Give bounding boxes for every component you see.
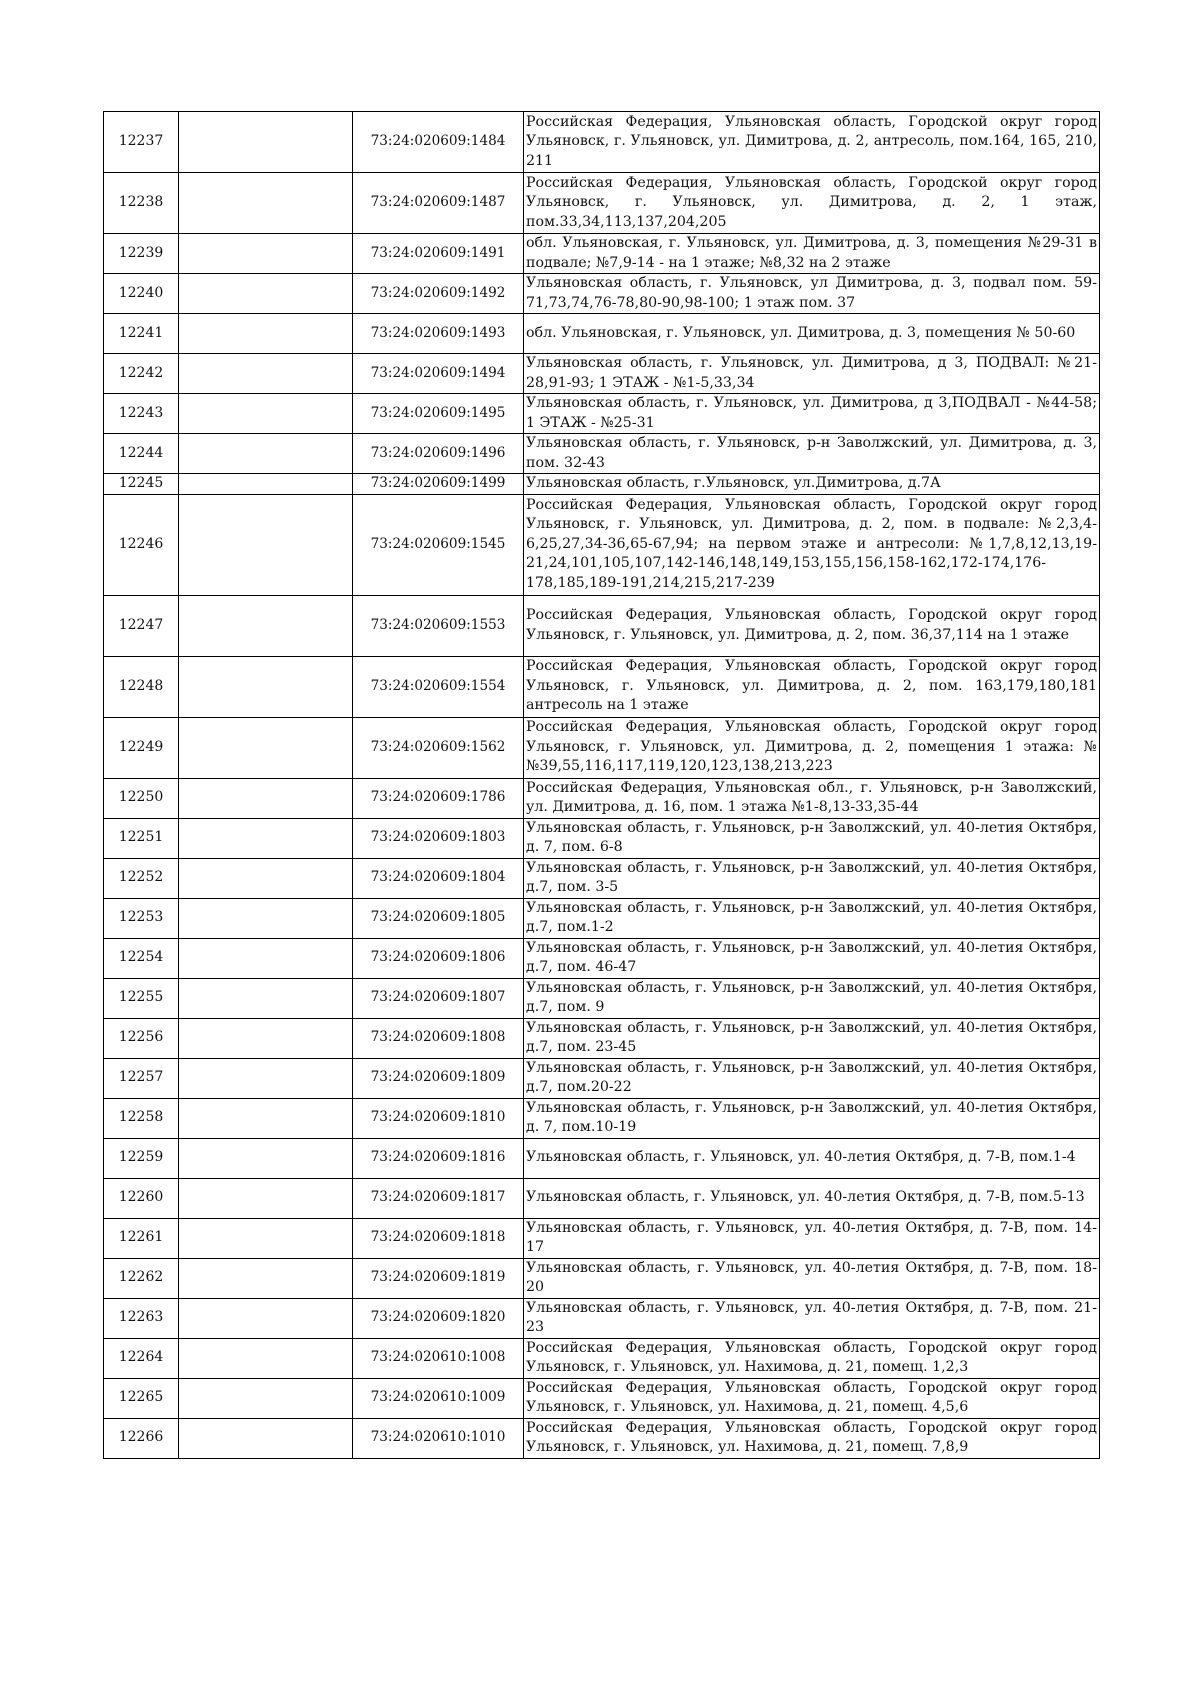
- empty-cell: [179, 898, 353, 938]
- cadastral-number-cell: 73:24:020609:1820: [353, 1298, 524, 1338]
- address-cell: Российская Федерация, Ульяновская область, Городской округ город Ульяновск, г. Ульяновск, ул. Димитрова, д. 2, помещения 1 этажа: №№39,55,116,117,119,120,123,138,213,223: [524, 717, 1100, 778]
- cadastral-number-cell: 73:24:020609:1496: [353, 434, 524, 474]
- empty-cell: [179, 1058, 353, 1098]
- row-number-cell: 12248: [104, 656, 179, 717]
- cadastral-number-cell: 73:24:020609:1819: [353, 1258, 524, 1298]
- cadastral-number-cell: 73:24:020609:1810: [353, 1098, 524, 1138]
- address-cell: Российская Федерация, Ульяновская область, Городской округ город Ульяновск, г. Ульяновск, ул. Димитрова, д. 2, пом. 163,179,180,181 антресоль на 1 этаже: [524, 656, 1100, 717]
- cadastral-number-cell: 73:24:020609:1545: [353, 494, 524, 595]
- empty-cell: [179, 978, 353, 1018]
- empty-cell: [179, 112, 353, 173]
- row-number-cell: 12257: [104, 1058, 179, 1098]
- cadastral-number-cell: 73:24:020609:1803: [353, 818, 524, 858]
- table-row: [104, 778, 1100, 818]
- row-number-cell: 12265: [104, 1378, 179, 1418]
- row-number-cell: 12259: [104, 1138, 179, 1178]
- table-row: [104, 1218, 1100, 1258]
- row-number-cell: 12263: [104, 1298, 179, 1338]
- empty-cell: [179, 394, 353, 434]
- row-number-cell: 12242: [104, 354, 179, 394]
- address-cell: Ульяновская область, г. Ульяновск, р-н Заволжский, ул. 40-летия Октября, д.7, пом.20-22: [524, 1058, 1100, 1098]
- empty-cell: [179, 656, 353, 717]
- row-number-cell: 12255: [104, 978, 179, 1018]
- row-number-cell: 12264: [104, 1338, 179, 1378]
- cadastral-number-cell: 73:24:020610:1009: [353, 1378, 524, 1418]
- table-row: [104, 314, 1100, 354]
- empty-cell: [179, 1218, 353, 1258]
- empty-cell: [179, 595, 353, 656]
- address-cell: Ульяновская область, г. Ульяновск, ул. 40-летия Октября, д. 7-В, пом. 14-17: [524, 1218, 1100, 1258]
- cadastral-number-cell: 73:24:020609:1818: [353, 1218, 524, 1258]
- address-cell: Ульяновская область, г. Ульяновск, р-н Заволжский, ул. 40-летия Октября, д.7, пом.1-2: [524, 898, 1100, 938]
- address-cell: Российская Федерация, Ульяновская область, Городской округ город Ульяновск, г. Ульяновск, ул. Димитрова, д. 2, антресоль, пом.164, 165, 210, 211: [524, 112, 1100, 173]
- cadastral-number-cell: 73:24:020609:1553: [353, 595, 524, 656]
- table-row: [104, 978, 1100, 1018]
- address-cell: Ульяновская область, г. Ульяновск, р-н Заволжский, ул. 40-летия Октября, д.7, пом. 23-45: [524, 1018, 1100, 1058]
- row-number-cell: 12237: [104, 112, 179, 173]
- row-number-cell: 12247: [104, 595, 179, 656]
- cadastral-number-cell: 73:24:020609:1554: [353, 656, 524, 717]
- table-row: [104, 656, 1100, 717]
- empty-cell: [179, 434, 353, 474]
- cadastral-number-cell: 73:24:020609:1499: [353, 474, 524, 495]
- empty-cell: [179, 1338, 353, 1378]
- address-cell: Российская Федерация, Ульяновская область, Городской округ город Ульяновск, г. Ульяновск, ул. Нахимова, д. 21, помещ. 1,2,3: [524, 1338, 1100, 1378]
- table-row: [104, 938, 1100, 978]
- address-cell: Ульяновская область, г. Ульяновск, ул. 40-летия Октября, д. 7-В, пом.1-4: [524, 1138, 1100, 1178]
- row-number-cell: 12239: [104, 234, 179, 274]
- table-row: [104, 898, 1100, 938]
- row-number-cell: 12261: [104, 1218, 179, 1258]
- empty-cell: [179, 1378, 353, 1418]
- table-row: [104, 234, 1100, 274]
- cadastral-number-cell: 73:24:020609:1495: [353, 394, 524, 434]
- address-cell: Ульяновская область, г. Ульяновск, ул Димитрова, д. 3, подвал пом. 59-71,73,74,76-78,80-90,98-100; 1 этаж пом. 37: [524, 274, 1100, 314]
- row-number-cell: 12241: [104, 314, 179, 354]
- table-row: [104, 1058, 1100, 1098]
- empty-cell: [179, 1138, 353, 1178]
- cadastral-number-cell: 73:24:020609:1809: [353, 1058, 524, 1098]
- row-number-cell: 12244: [104, 434, 179, 474]
- empty-cell: [179, 474, 353, 495]
- cadastral-number-cell: 73:24:020609:1562: [353, 717, 524, 778]
- address-cell: Ульяновская область, г. Ульяновск, р-н Заволжский, ул. 40-летия Октября, д.7, пом. 46-47: [524, 938, 1100, 978]
- row-number-cell: 12243: [104, 394, 179, 434]
- address-cell: Российская Федерация, Ульяновская область, Городской округ город Ульяновск, г. Ульяновск, ул. Нахимова, д. 21, помещ. 4,5,6: [524, 1378, 1100, 1418]
- empty-cell: [179, 173, 353, 234]
- table-row: [104, 1178, 1100, 1218]
- cadastral-number-cell: 73:24:020610:1008: [353, 1338, 524, 1378]
- table-body: [104, 112, 1100, 1459]
- empty-cell: [179, 1418, 353, 1458]
- cadastral-number-cell: 73:24:020609:1487: [353, 173, 524, 234]
- table-row: [104, 818, 1100, 858]
- table-row: [104, 274, 1100, 314]
- empty-cell: [179, 234, 353, 274]
- table-row: [104, 858, 1100, 898]
- row-number-cell: 12253: [104, 898, 179, 938]
- empty-cell: [179, 1298, 353, 1338]
- empty-cell: [179, 818, 353, 858]
- empty-cell: [179, 1258, 353, 1298]
- cadastral-number-cell: 73:24:020609:1494: [353, 354, 524, 394]
- table-row: [104, 1298, 1100, 1338]
- row-number-cell: 12260: [104, 1178, 179, 1218]
- table-row: [104, 1338, 1100, 1378]
- row-number-cell: 12245: [104, 474, 179, 495]
- table-row: [104, 1138, 1100, 1178]
- empty-cell: [179, 1018, 353, 1058]
- row-number-cell: 12258: [104, 1098, 179, 1138]
- address-cell: Ульяновская область, г. Ульяновск, р-н Заволжский, ул. 40-летия Октября, д. 7, пом. 6-8: [524, 818, 1100, 858]
- cadastral-number-cell: 73:24:020609:1817: [353, 1178, 524, 1218]
- cadastral-number-cell: 73:24:020609:1493: [353, 314, 524, 354]
- address-cell: Российская Федерация, Ульяновская область, Городской округ город Ульяновск, г. Ульяновск, ул. Димитрова, д. 2, пом. в подвале: №2,3,4-6,25,27,34-36,65-67,94; на первом этаже и антресоли: №1,7,8,12,13,19-21,24,101,105,107,142-146,148,149,153,155,156,158-162,172-174,176-178,185,189-191,214,215,217-239: [524, 494, 1100, 595]
- cadastral-number-cell: 73:24:020609:1492: [353, 274, 524, 314]
- cadastral-number-cell: 73:24:020609:1804: [353, 858, 524, 898]
- address-cell: Ульяновская область, г. Ульяновск, ул. 40-летия Октября, д. 7-В, пом.5-13: [524, 1178, 1100, 1218]
- table-row: [104, 1378, 1100, 1418]
- address-cell: Российская Федерация, Ульяновская область, Городской округ город Ульяновск, г. Ульяновск, ул. Димитрова, д. 2, пом. 36,37,114 на 1 этаже: [524, 595, 1100, 656]
- cadastral-number-cell: 73:24:020609:1491: [353, 234, 524, 274]
- address-cell: обл. Ульяновская, г. Ульяновск, ул. Димитрова, д. 3, помещения № 50-60: [524, 314, 1100, 354]
- cadastral-number-cell: 73:24:020609:1484: [353, 112, 524, 173]
- cadastral-number-cell: 73:24:020609:1805: [353, 898, 524, 938]
- row-number-cell: 12249: [104, 717, 179, 778]
- empty-cell: [179, 858, 353, 898]
- address-cell: Ульяновская область, г. Ульяновск, р-н Заволжский, ул. 40-летия Октября, д.7, пом. 9: [524, 978, 1100, 1018]
- address-cell: Ульяновская область, г. Ульяновск, ул. Димитрова, д 3,ПОДВАЛ - №44-58; 1 ЭТАЖ - №25-31: [524, 394, 1100, 434]
- table-row: [104, 717, 1100, 778]
- empty-cell: [179, 778, 353, 818]
- table-row: [104, 173, 1100, 234]
- row-number-cell: 12252: [104, 858, 179, 898]
- address-cell: Российская Федерация, Ульяновская обл., г. Ульяновск, р-н Заволжский, ул. Димитрова, д. 16, пом. 1 этажа №1-8,13-33,35-44: [524, 778, 1100, 818]
- cadastral-number-cell: 73:24:020609:1808: [353, 1018, 524, 1058]
- address-cell: Ульяновская область, г. Ульяновск, ул. Димитрова, д 3, ПОДВАЛ: №21-28,91-93; 1 ЭТАЖ - №1-5,33,34: [524, 354, 1100, 394]
- table-row: [104, 394, 1100, 434]
- table-row: [104, 1418, 1100, 1458]
- row-number-cell: 12251: [104, 818, 179, 858]
- cadastral-number-cell: 73:24:020610:1010: [353, 1418, 524, 1458]
- table-row: [104, 1258, 1100, 1298]
- empty-cell: [179, 1098, 353, 1138]
- table-row: [104, 595, 1100, 656]
- address-cell: обл. Ульяновская, г. Ульяновск, ул. Димитрова, д. 3, помещения №29-31 в подвале; №7,9-14 - на 1 этаже; №8,32 на 2 этаже: [524, 234, 1100, 274]
- address-cell: Российская Федерация, Ульяновская область, Городской округ город Ульяновск, г. Ульяновск, ул. Димитрова, д. 2, 1 этаж, пом.33,34,113,137,204,205: [524, 173, 1100, 234]
- property-registry-table: [103, 111, 1100, 1459]
- row-number-cell: 12250: [104, 778, 179, 818]
- row-number-cell: 12238: [104, 173, 179, 234]
- row-number-cell: 12262: [104, 1258, 179, 1298]
- address-cell: Ульяновская область, г.Ульяновск, ул.Димитрова, д.7А: [524, 474, 1100, 495]
- empty-cell: [179, 494, 353, 595]
- address-cell: Российская Федерация, Ульяновская область, Городской округ город Ульяновск, г. Ульяновск, ул. Нахимова, д. 21, помещ. 7,8,9: [524, 1418, 1100, 1458]
- table-row: [104, 474, 1100, 495]
- row-number-cell: 12254: [104, 938, 179, 978]
- empty-cell: [179, 314, 353, 354]
- cadastral-number-cell: 73:24:020609:1786: [353, 778, 524, 818]
- address-cell: Ульяновская область, г. Ульяновск, ул. 40-летия Октября, д. 7-В, пом. 18-20: [524, 1258, 1100, 1298]
- row-number-cell: 12266: [104, 1418, 179, 1458]
- empty-cell: [179, 354, 353, 394]
- row-number-cell: 12246: [104, 494, 179, 595]
- address-cell: Ульяновская область, г. Ульяновск, р-н Заволжский, ул. 40-летия Октября, д.7, пом. 3-5: [524, 858, 1100, 898]
- table-row: [104, 494, 1100, 595]
- address-cell: Ульяновская область, г. Ульяновск, ул. 40-летия Октября, д. 7-В, пом. 21-23: [524, 1298, 1100, 1338]
- cadastral-number-cell: 73:24:020609:1807: [353, 978, 524, 1018]
- row-number-cell: 12240: [104, 274, 179, 314]
- address-cell: Ульяновская область, г. Ульяновск, р-н Заволжский, ул. Димитрова, д. 3, пом. 32-43: [524, 434, 1100, 474]
- table-row: [104, 354, 1100, 394]
- table-row: [104, 1018, 1100, 1058]
- empty-cell: [179, 938, 353, 978]
- cadastral-number-cell: 73:24:020609:1806: [353, 938, 524, 978]
- empty-cell: [179, 1178, 353, 1218]
- empty-cell: [179, 274, 353, 314]
- empty-cell: [179, 717, 353, 778]
- table-row: [104, 1098, 1100, 1138]
- row-number-cell: 12256: [104, 1018, 179, 1058]
- cadastral-number-cell: 73:24:020609:1816: [353, 1138, 524, 1178]
- table-row: [104, 434, 1100, 474]
- address-cell: Ульяновская область, г. Ульяновск, р-н Заволжский, ул. 40-летия Октября, д. 7, пом.10-19: [524, 1098, 1100, 1138]
- table-row: [104, 112, 1100, 173]
